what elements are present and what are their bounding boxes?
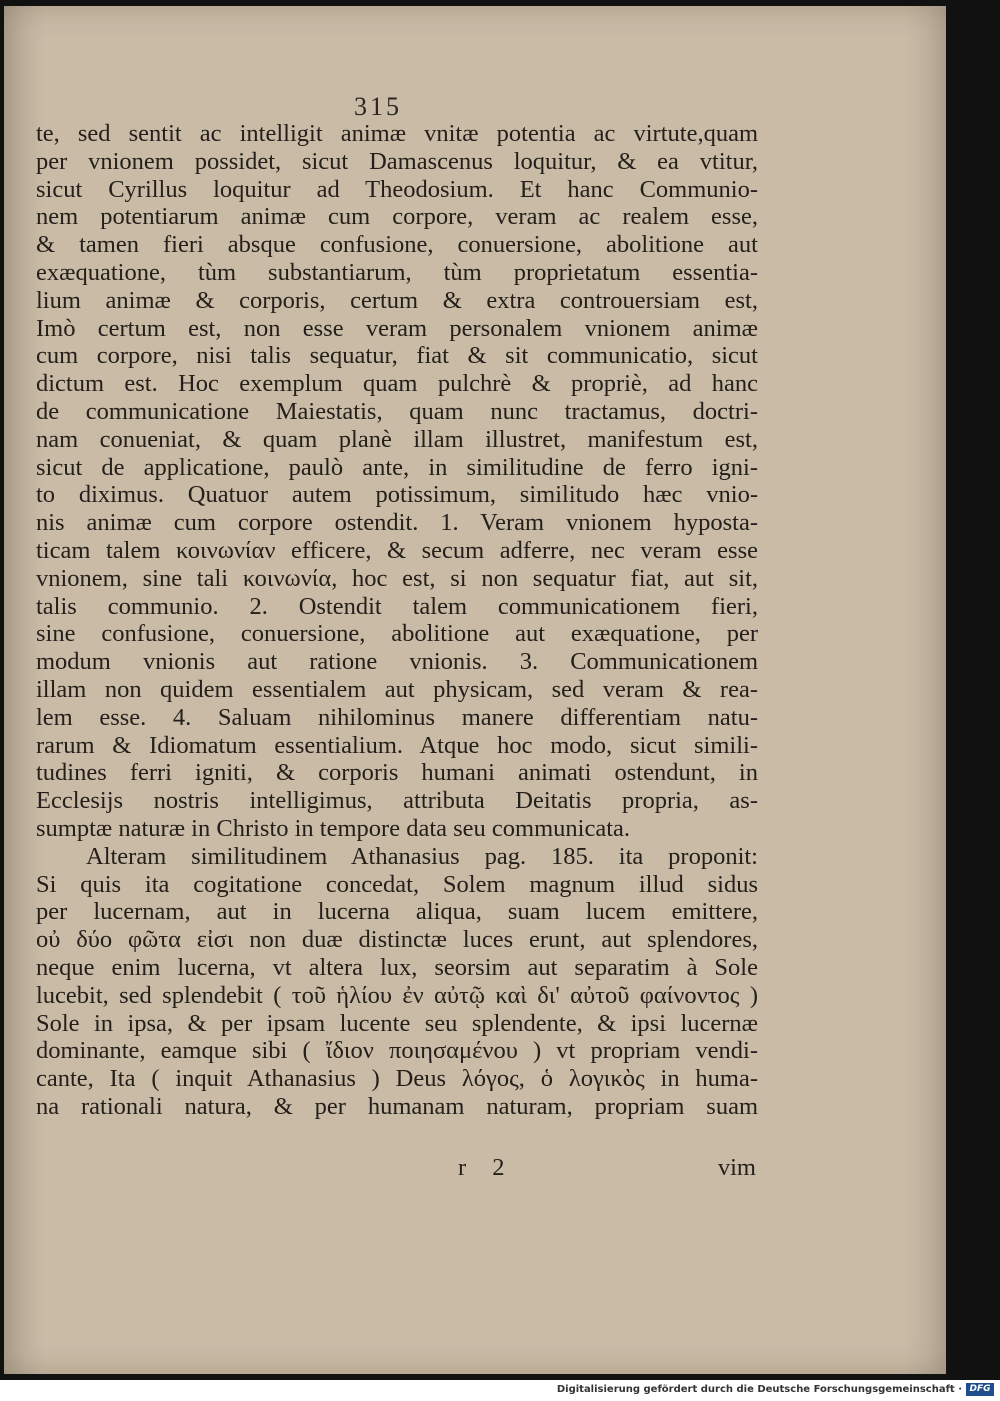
text-line: nis animæ cum corpore ostendit. 1. Veram vnionem hyposta- (36, 509, 758, 537)
text-line: te, sed sentit ac intelligit animæ vnitæ potentia ac virtute,quam (36, 120, 758, 147)
text-line: ticam talem κοινωνίαν efficere, & secum adferre, nec veram esse (36, 536, 758, 564)
text-line: sumptæ naturæ in Christo in tempore data seu communicata. (36, 814, 631, 842)
text-line: cante, Ita ( inquit Athanasius ) Deus λόγος, ὁ λογικὸς in huma- (36, 1065, 758, 1093)
text-block (36, 120, 758, 1121)
text-line: na rationali natura, & per humanam naturam, propriam suam (36, 1092, 758, 1120)
text-line: tudines ferri igniti, & corporis humani animati ostendunt, in (36, 759, 758, 787)
text-line: Si quis ita cogitatione concedat, Solem magnum illud sidus (36, 870, 758, 898)
paragraph-first-line: Alteram similitudinem Athanasius pag. 185. ita proponit: (86, 842, 758, 870)
text-line: dominante, eamque sibi ( ἴδιον ποιησαμένου ) vt propriam vendi- (36, 1037, 758, 1065)
text-line: modum vnionis aut ratione vnionis. 3. Communicationem (36, 648, 758, 676)
text-line: sine confusione, conuersione, abolitione aut exæquatione, per (36, 620, 758, 648)
text-line: illam non quidem essentialem aut physicam, sed veram & rea- (36, 675, 758, 703)
text-line: lium animæ & corporis, certum & extra controuersiam est, (36, 286, 758, 314)
text-line: exæquatione, tùm substantiarum, tùm proprietatum essentia- (36, 258, 758, 286)
text-line: sicut de applicatione, paulò ante, in similitudine de ferro igni- (36, 453, 758, 481)
text-line: lem esse. 4. Saluam nihilominus manere differentiam natu- (36, 703, 758, 731)
text-line: vnionem, sine tali κοινωνία, hoc est, si non sequatur fiat, aut sit, (36, 564, 758, 592)
dfg-logo-icon[interactable]: DFG (966, 1383, 994, 1396)
text-line: Imò certum est, non esse veram personalem vnionem animæ (36, 314, 758, 342)
text-line: talis communio. 2. Ostendit talem communicationem fieri, (36, 592, 758, 620)
text-line: & tamen fieri absque confusione, conuersione, abolitione aut (36, 231, 758, 259)
page-footer-line (36, 1154, 758, 1184)
text-line: rarum & Idiomatum essentialium. Atque hoc modo, sicut simili- (36, 731, 758, 759)
text-line: dictum est. Hoc exemplum quam pulchrè & propriè, ad hanc (36, 370, 758, 398)
book-page (4, 6, 946, 1374)
digitization-footer (0, 1380, 1000, 1401)
text-line: nem potentiarum animæ cum corpore, veram ac realem esse, (36, 203, 758, 231)
page-number: 315 (354, 92, 402, 121)
text-line: Ecclesijs nostris intelligimus, attributa Deitatis propria, as- (36, 787, 758, 815)
text-line: neque enim lucerna, vt altera lux, seorsim aut separatim à Sole (36, 953, 758, 981)
funding-notice: Digitalisierung gefördert durch die Deutsche Forschungsgemeinschaft · (556, 1384, 962, 1395)
text-line: οὐ δύο φῶτα εἰσι non duæ distinctæ luces erunt, aut splendores, (36, 926, 758, 954)
text-line: to diximus. Quatuor autem potissimum, similitudo hæc vnio- (36, 481, 758, 509)
text-line: lucebit, sed splendebit ( τοῦ ἡλίου ἐν αὐτῷ καὶ δι' αὐτοῦ φαίνοντος ) (36, 981, 758, 1009)
text-line: per vnionem possidet, sicut Damascenus loquitur, & ea vtitur, (36, 147, 758, 175)
text-line: nam conueniat, & quam planè illam illustret, manifestum est, (36, 425, 758, 453)
text-line: cum corpore, nisi talis sequatur, fiat & sit communicatio, sicut (36, 342, 758, 370)
text-line: Sole in ipsa, & per ipsam lucente seu splendente, & ipsi lucernæ (36, 1009, 758, 1037)
text-line: sicut Cyrillus loquitur ad Theodosium. Et hanc Communio- (36, 175, 758, 203)
catchword: vim (717, 1154, 756, 1181)
text-line: de communicatione Maiestatis, quam nunc tractamus, doctri- (36, 397, 758, 425)
text-line: per lucernam, aut in lucerna aliqua, suam lucem emittere, (36, 898, 758, 926)
signature-mark: r 2 (458, 1154, 515, 1181)
